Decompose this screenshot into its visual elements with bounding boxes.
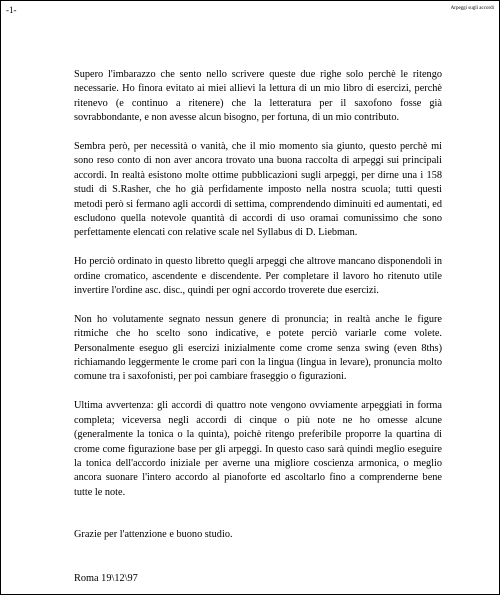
page-number: -1- <box>6 5 17 15</box>
paragraph-2: Sembra però, per necessità o vanità, che il mio momento sia giunto, questo perchè mi sono reso conto di non aver ancora trovato una buona raccolta di arpeggi sui principali accordi. In realtà esistono molte ottime pubblicazioni sugli arpeggi, per dirne una i 158 studi di S.Rasher, che ho già perfidamente imposto nella nostra scuola; tutti questi metodi però si fermano agli accordi di settima, comprendendo diminuiti ed aumentati, ed escludono quella notevole quantità di accordi di uso oramai comunissimo che sono perfettamente elencati con relative scale nel Syllabus di D. Liebman. <box>74 141 442 239</box>
paragraph-1: Supero l'imbarazzo che sento nello scrivere queste due righe solo perchè le ritengo necessarie. Ho finora evitato ai miei allievi la lettura di un mio libro di esercizi, perchè ritenevo (e continuo a ritenere) che la letteratura per il saxofono fosse già sovrabbondante, e non avesse alcun bisogno, per fortuna, di un mio contributo. <box>74 69 442 124</box>
running-header-title: Arpeggi sugli accordi <box>450 6 494 11</box>
place-date-signoff: Roma 19\12\97 <box>74 573 138 584</box>
paragraph-5: Ultima avvertenza: gli accordi di quattro note vengono ovviamente arpeggiati in forma completa; viceversa negli accordi di cinque o più note ne ho omesse alcune (generalmente la tonica o la quinta), poichè ritengo preferibile proporre la quartina di crome come figurazione base per gli arpeggi. In questo caso sarà quindi meglio eseguire la tonica dell'accordo iniziale per averne una migliore coscienza armonica, o meglio ancora suonare l'intero accordo al pianoforte ed ascoltarlo fino a comprenderne bene tutte le note. <box>74 400 442 498</box>
paragraph-4: Non ho volutamente segnato nessun genere di pronuncia; in realtà anche le figure ritmiche che ho scelto sono indicative, e potete perciò variarle come volete. Personalmente eseguo gli esercizi inizialmente come crome senza swing (even 8ths) richiamando leggermente le crome pari con la lingua (lingua in levare), pronuncia molto comune tra i saxofonisti, per poi cambiare fraseggio o figurazioni. <box>74 313 442 383</box>
closing-line: Grazie per l'attenzione e buono studio. <box>74 529 233 540</box>
body-text <box>74 68 442 515</box>
paragraph-3: Ho perciò ordinato in questo libretto quegli arpeggi che altrove mancano disponendoli in ordine cromatico, ascendente e discendente. Per completare il lavoro ho ritenuto utile invertire l'ordine asc. disc., quindi per ogni accordo troverete due esercizi. <box>74 256 442 297</box>
